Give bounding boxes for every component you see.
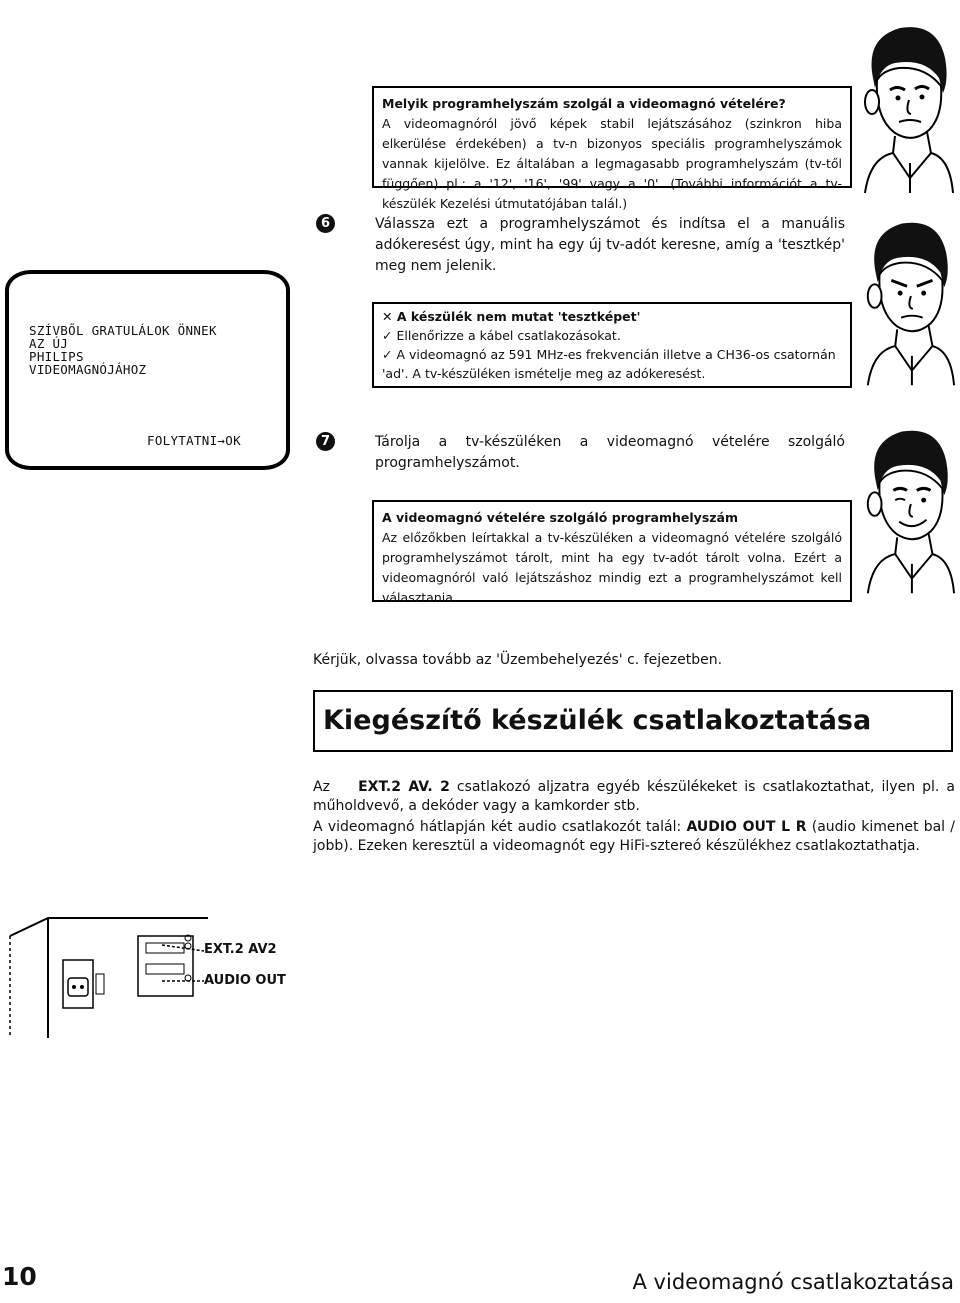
man-illustration-winking — [858, 420, 956, 595]
info-box — [372, 500, 852, 605]
audio-out-diagram-label: AUDIO OUT — [204, 973, 286, 988]
trouble-heading: A készülék nem mutat 'tesztképet' — [396, 309, 641, 324]
tv-screen — [5, 270, 290, 470]
step-7-text: Tárolja a tv-készüléken a videomagnó vételére szolgáló programhelyszámot. — [375, 434, 845, 471]
page-number: 10 — [2, 1262, 37, 1291]
ext2-av2-label: EXT.2 AV2 — [204, 942, 277, 957]
continue-text: Kérjük, olvassa tovább az 'Üzembehelyezés' c. fejezetben. — [313, 652, 723, 668]
check-item: ✓ A videomagnó az 591 MHz-es frekvencián illetve a CH36-os csatornán 'ad'. A tv-készüléken ismételje meg az adókeresést. — [382, 347, 836, 381]
step-6-badge: 6 — [316, 214, 335, 233]
man-illustration-frowning — [858, 212, 956, 387]
info-text: Az előzőkben leírtakkal a tv-készüléken a videomagnó vételére szolgáló programhelyszámot tárolt, mint ha egy tv-adót tárolt volna. Ezért a videomagnóról való lejátszáshoz mindig ezt a programhelyszámot kell választania. — [382, 530, 842, 605]
note-heading: Melyik programhelyszám szolgál a videomagnó vételére? — [382, 96, 786, 111]
tv-continue-hint: FOLYTATNI→OK — [147, 433, 241, 448]
info-heading: A videomagnó vételére szolgáló programhelyszám — [382, 510, 739, 525]
man-illustration-worried — [855, 18, 955, 193]
note-text: A videomagnóról jövő képek stabil lejátszásához (szinkron hiba elkerülése érdekében) a tv-n bizonyos speciális programhelyszámok vannak kijelölve. Ez általában a legmagasabb programhelyszám (tv-től függően) pl.: a '12', '16', '99' vagy a '0'. (További információt a tv-készülék Kezelési útmutatójában talál.) — [382, 116, 842, 211]
note-box — [372, 86, 852, 211]
paragraph-ext2: Az EXT.2 AV. 2 csatlakozó aljzatra egyéb készülékeket is csatlakoztathat, ilyen pl. a műholdvevő, a dekóder vagy a kamkorder stb. — [313, 779, 955, 814]
check-item: ✓ Ellenőrizze a kábel csatlakozásokat. — [382, 328, 621, 343]
check-icon: ✓ — [382, 328, 393, 343]
troubleshooting-box — [372, 302, 852, 388]
cross-icon: ✕ — [382, 309, 393, 324]
ext2-label: EXT.2 AV. 2 — [358, 779, 450, 795]
paragraph-audio-out: A videomagnó hátlapján két audio csatlakozót talál: AUDIO OUT L R (audio kimenet bal / jobb). Ezeken keresztül a videomagnót egy HiFi-sztereó készülékhez csatlakoztathatja. — [313, 819, 956, 854]
check-icon: ✓ — [382, 347, 393, 362]
chapter-title: A videomagnó csatlakoztatása — [632, 1270, 954, 1294]
step-7-badge: 7 — [316, 432, 335, 451]
section-title: Kiegészítő készülék csatlakoztatása — [313, 690, 953, 752]
callout-lines — [160, 935, 205, 995]
audio-out-label: AUDIO OUT L R — [686, 819, 807, 835]
tv-welcome-message: SZÍVBŐL GRATULÁLOK ÖNNEK AZ ÚJ PHILIPS VIDEOMAGNÓJÁHOZ — [29, 323, 217, 377]
step-6-text: Válassza ezt a programhelyszámot és indítsa el a manuális adókeresést úgy, mint ha egy új tv-adót keresne, amíg a 'tesztkép' meg nem jelenik. — [375, 216, 845, 274]
